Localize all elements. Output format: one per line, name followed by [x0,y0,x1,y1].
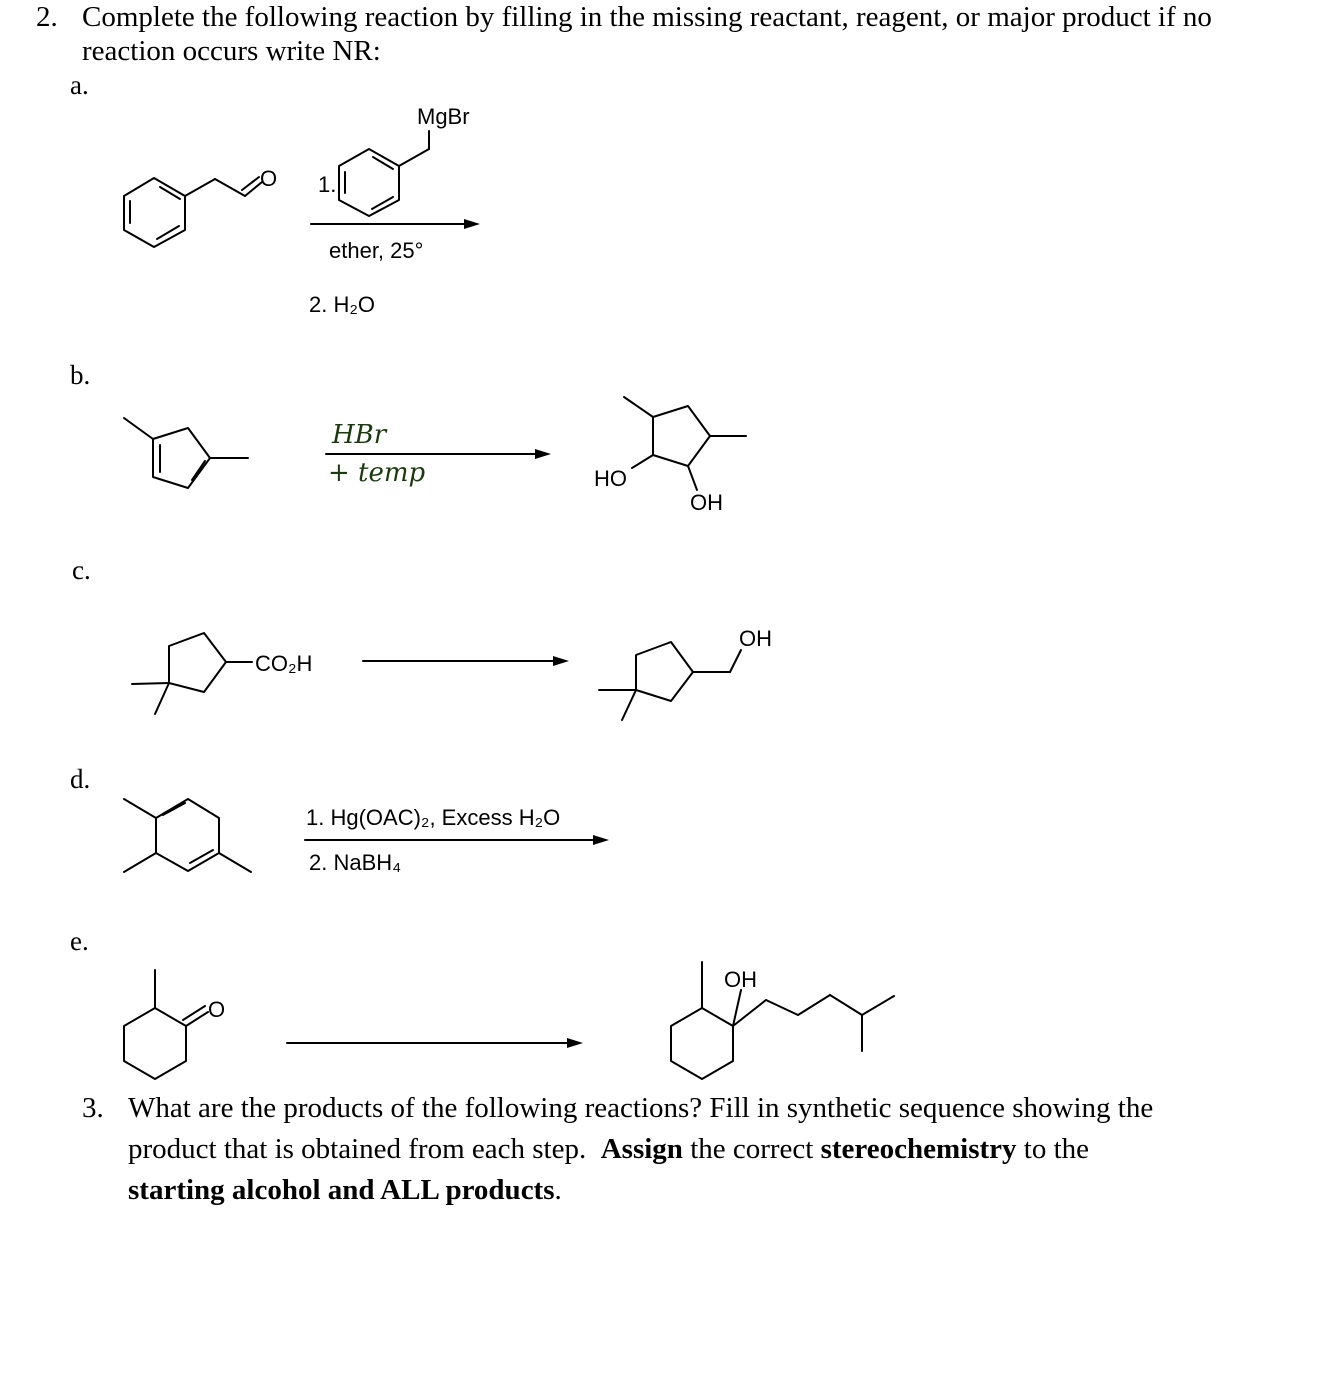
part-a-step1-number: 1. [318,172,337,197]
part-d-arrow [305,835,609,845]
part-e-label: e. [70,926,89,956]
part-b-label: b. [70,360,91,390]
part-b-reactant-dimethylcyclopentene [124,418,248,488]
part-c-label: c. [72,555,91,585]
part-b-product-diol [624,397,746,490]
question-2-line1: Complete the following reaction by filling in the missing reactant, reagent, or major product if no [82,1,1212,33]
part-a-aldehyde-oxygen: O [260,166,278,191]
part-d-reagent-step1: 1. Hg(OAC)₂, Excess H₂O [306,805,561,830]
part-d-reagent-step2: 2. NaBH₄ [309,850,402,875]
part-b-handwritten-reagent: HBr [332,420,387,450]
part-e-product-oh: OH [724,967,757,992]
part-c-carboxyl-group: CO₂H [255,651,313,676]
question-3-line2: product that is obtained from each step. Assign the correct stereochemistry to the [128,1133,1090,1165]
part-a-reactant-phenylacetaldehyde [124,177,262,247]
part-a-grignard-benzylmagnesium-bromide [339,131,429,216]
part-d-reactant-dimethylcyclohexadiene [124,799,251,872]
part-e-reactant-methylcyclohexanone [124,970,208,1079]
part-a-label: a. [70,70,89,100]
question-3-line3: starting alcohol and ALL products. [128,1174,562,1206]
question-3-number: 3. [82,1092,104,1124]
question-2-line2: reaction occurs write NR: [82,35,381,67]
part-b-handwritten-condition: + temp [328,458,426,488]
part-c-product-oh: OH [739,626,772,651]
part-a-mgbr-label: MgBr [417,104,470,129]
part-a-conditions: ether, 25° [329,238,424,263]
part-d-label: d. [70,764,91,794]
question-2-number: 2. [36,1,58,33]
part-e-arrow [287,1038,583,1048]
question-3-line1: What are the products of the following reactions? Fill in synthetic sequence showing the [128,1092,1154,1124]
part-b-product-ho: HO [594,466,627,491]
part-e-ketone-oxygen: O [208,997,226,1022]
part-e-product-tertiary-alcohol [671,962,894,1079]
part-b-product-oh: OH [690,490,723,515]
part-c-reactant-carboxylic-acid [132,633,252,714]
part-c-product-alcohol [599,642,741,720]
part-a-step2: 2. H₂O [309,292,375,317]
part-a-arrow [311,219,480,229]
part-c-arrow [363,656,569,666]
